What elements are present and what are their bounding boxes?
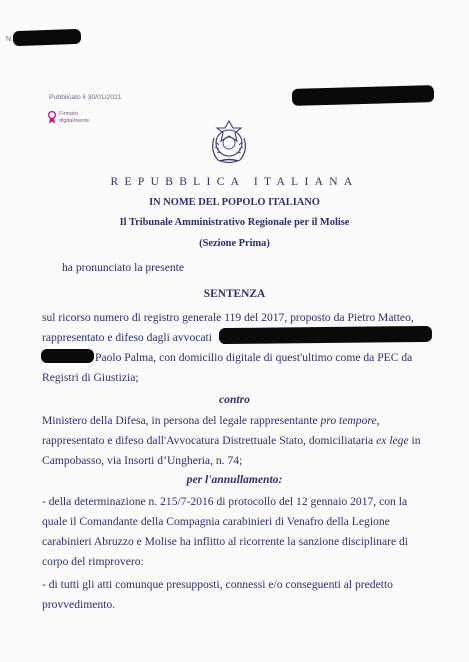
redaction-top-right <box>292 85 434 106</box>
body-line: carabinieri Abruzzo e Molise ha inflitto al ricorrente la sanzione disciplinare di <box>42 535 409 548</box>
pronounced-text: ha pronunciato la presente <box>62 261 185 274</box>
body-line: quale il Comandante della Compagnia carabinieri di Venafro della Legione <box>42 515 390 528</box>
heading-court: Il Tribunale Amministrativo Regionale per il Molise <box>119 217 350 228</box>
sentenza-title: SENTENZA <box>203 288 266 300</box>
body-line: - della determinazione n. 215/7-2016 di protocollo del 12 gennaio 2017, con la <box>42 495 408 508</box>
body-line: provvedimento. <box>42 598 116 611</box>
italian-emblem-icon <box>208 118 250 171</box>
signature-label-2: digitalmente <box>59 118 90 124</box>
body-line: rappresentato e difeso dagli avvocati <box>42 331 212 344</box>
redaction-lawyer-2 <box>41 349 94 363</box>
publication-date: Pubblicato il 30/01/2021 <box>49 94 122 101</box>
body-line: - di tutti gli atti comunque presupposti, connessi e/o conseguenti al predetto <box>42 578 393 591</box>
heading-republic: REPUBBLICA ITALIANA <box>110 176 359 188</box>
heading-section: (Sezione Prima) <box>199 238 270 249</box>
body-line: Paolo Palma, con domicilio digitale di quest'ultimo come da PEC da <box>95 351 413 364</box>
signature-label-1: Firmato <box>59 111 78 117</box>
signature-stamp-icon <box>47 111 57 129</box>
body-line: Campobasso, via Insorti d’Ungheria, n. 74; <box>42 454 243 467</box>
redaction-case-number <box>13 29 81 46</box>
body-line: rappresentato e difeso dall'Avvocatura Distrettuale Stato, domiciliataria ex lege in <box>42 434 421 447</box>
annullamento-heading: per l'annullamento: <box>186 473 283 486</box>
case-number-prefix: N. <box>6 36 13 43</box>
body-line: Ministero della Difesa, in persona del legale rappresentante pro tempore, <box>42 414 380 427</box>
redaction-lawyer-1 <box>219 326 432 344</box>
body-line: sul ricorso numero di registro generale 119 del 2017, proposto da Pietro Matteo, <box>42 311 414 324</box>
body-line: corpo del rimprovero: <box>42 555 144 568</box>
contro-heading: contro <box>219 393 250 406</box>
body-line: Registri di Giustizia; <box>42 371 139 384</box>
heading-people: IN NOME DEL POPOLO ITALIANO <box>149 197 320 208</box>
